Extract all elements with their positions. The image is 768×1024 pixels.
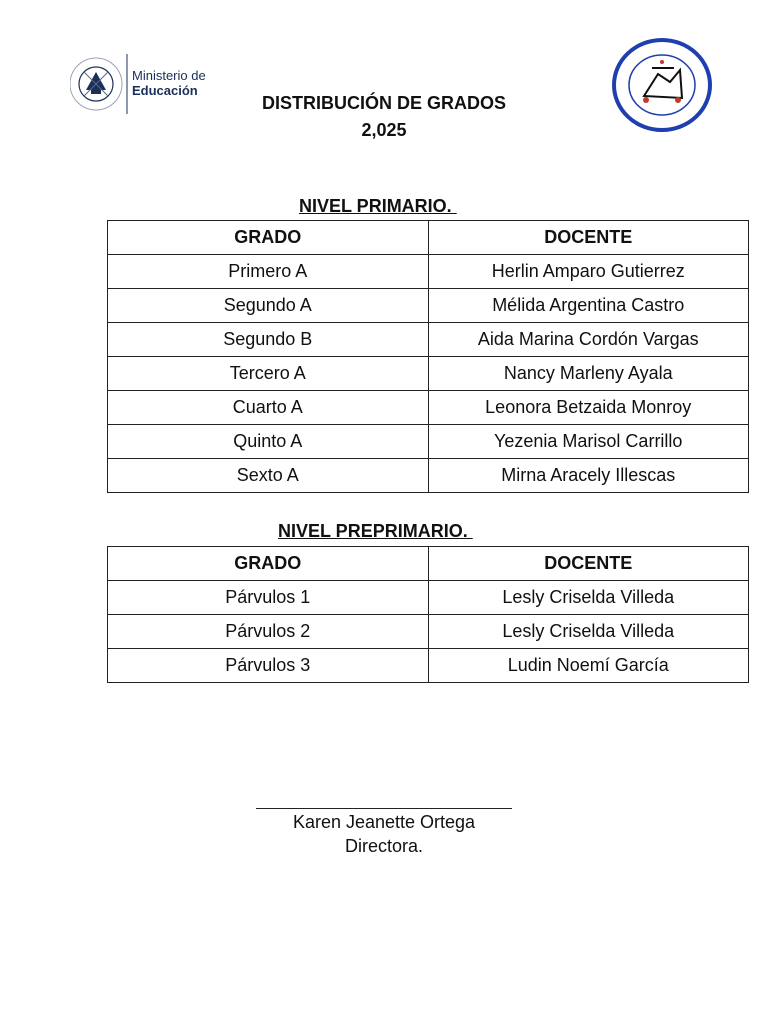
cell-docente: Leonora Betzaida Monroy bbox=[428, 391, 749, 425]
table-row bbox=[108, 289, 749, 323]
table-header-row bbox=[108, 221, 749, 255]
document-title: DISTRIBUCIÓN DE GRADOS bbox=[261, 93, 506, 113]
cell-grado: Quinto A bbox=[108, 425, 429, 459]
cell-docente: Lesly Criselda Villeda bbox=[428, 615, 749, 649]
table-row bbox=[108, 615, 749, 649]
document-year: 2,025 bbox=[361, 120, 407, 140]
ministry-line2: Educación bbox=[132, 83, 198, 98]
table-row bbox=[108, 459, 749, 493]
signature-line bbox=[256, 808, 512, 809]
table-preprimario bbox=[107, 546, 749, 683]
cell-docente: Nancy Marleny Ayala bbox=[428, 357, 749, 391]
table-row bbox=[108, 323, 749, 357]
column-header-grado: GRADO bbox=[108, 547, 429, 581]
cell-docente: Ludin Noemí García bbox=[428, 649, 749, 683]
cell-grado: Párvulos 3 bbox=[108, 649, 429, 683]
table-row bbox=[108, 425, 749, 459]
signer-name: Karen Jeanette Ortega bbox=[292, 812, 476, 832]
table-row bbox=[108, 357, 749, 391]
column-header-docente: DOCENTE bbox=[428, 547, 749, 581]
cell-docente: Yezenia Marisol Carrillo bbox=[428, 425, 749, 459]
table-row bbox=[108, 649, 749, 683]
cell-docente: Lesly Criselda Villeda bbox=[428, 581, 749, 615]
cell-grado: Primero A bbox=[108, 255, 429, 289]
table-primario bbox=[107, 220, 749, 493]
cell-grado: Párvulos 2 bbox=[108, 615, 429, 649]
table-row bbox=[108, 581, 749, 615]
table-row bbox=[108, 255, 749, 289]
cell-grado: Segundo A bbox=[108, 289, 429, 323]
cell-docente: Mirna Aracely Illescas bbox=[428, 459, 749, 493]
section-heading-primario: NIVEL PRIMARIO. bbox=[299, 196, 457, 216]
column-header-docente: DOCENTE bbox=[428, 221, 749, 255]
school-seal-logo bbox=[612, 38, 712, 132]
cell-docente: Herlin Amparo Gutierrez bbox=[428, 255, 749, 289]
table-row bbox=[108, 391, 749, 425]
section-heading-preprimario: NIVEL PREPRIMARIO. bbox=[278, 521, 473, 541]
signer-role: Directora. bbox=[344, 836, 424, 856]
cell-grado: Cuarto A bbox=[108, 391, 429, 425]
cell-grado: Tercero A bbox=[108, 357, 429, 391]
cell-grado: Párvulos 1 bbox=[108, 581, 429, 615]
column-header-grado: GRADO bbox=[108, 221, 429, 255]
cell-docente: Mélida Argentina Castro bbox=[428, 289, 749, 323]
table-header-row bbox=[108, 547, 749, 581]
ministry-line1: Ministerio de bbox=[132, 68, 206, 83]
cell-grado: Sexto A bbox=[108, 459, 429, 493]
cell-docente: Aida Marina Cordón Vargas bbox=[428, 323, 749, 357]
cell-grado: Segundo B bbox=[108, 323, 429, 357]
